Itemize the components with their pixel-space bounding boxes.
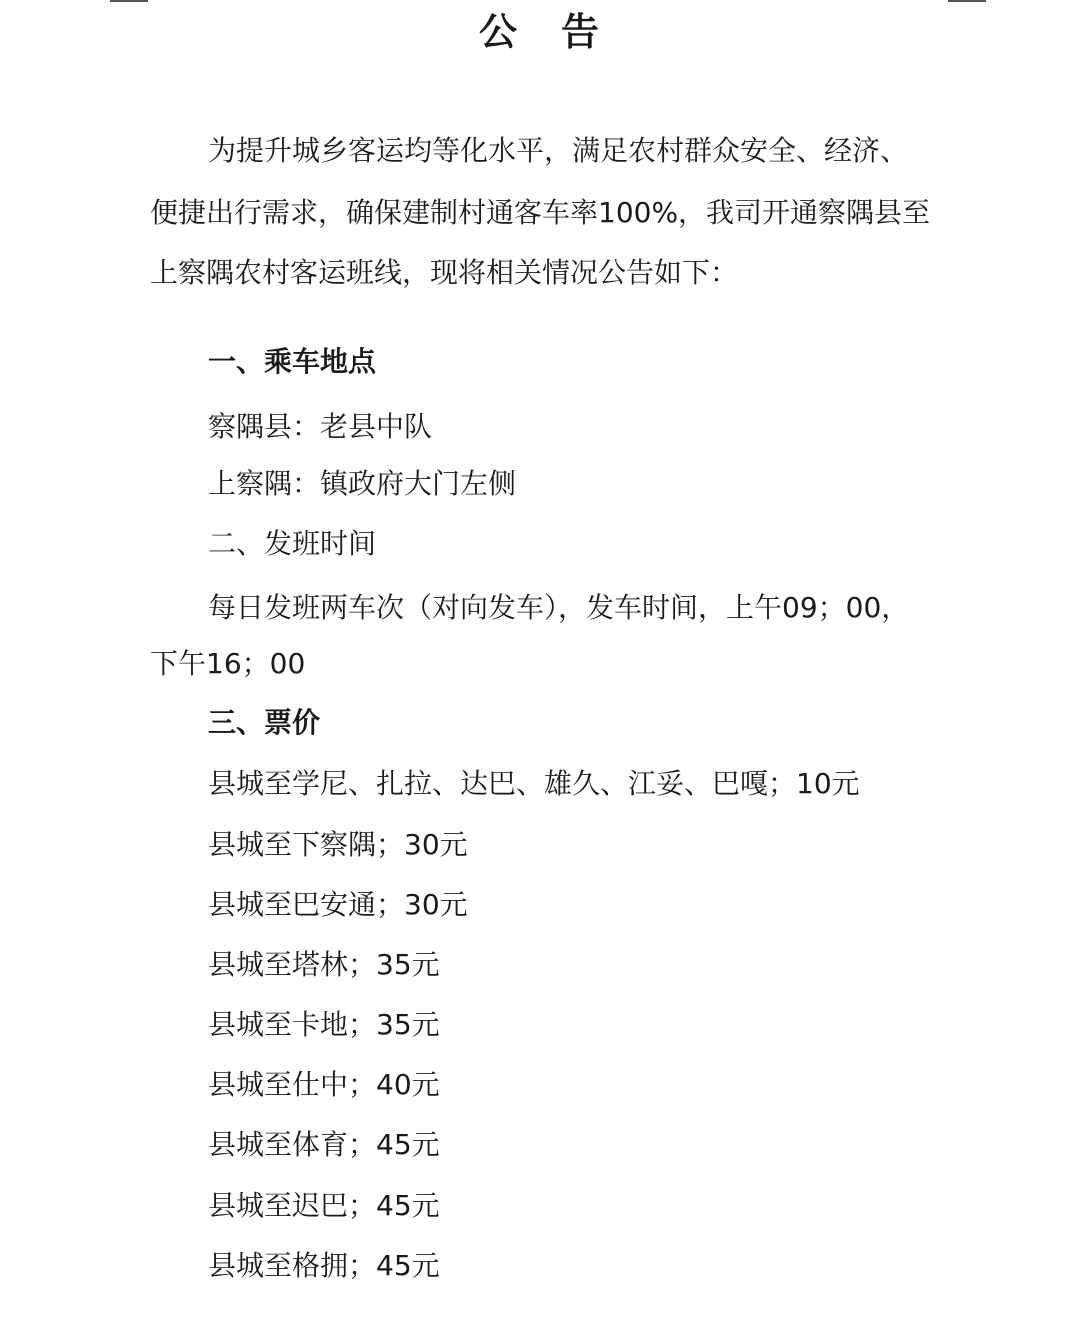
fare-item: 县城至迟巴；45元 — [208, 1189, 440, 1222]
departure-time-line-2: 下午16；00 — [150, 647, 306, 680]
intro-line-2: 便捷出行需求，确保建制村通客车率100%，我司开通察隅县至 — [150, 196, 931, 229]
fare-item: 县城至学尼、扎拉、达巴、雄久、江妥、巴嘎；10元 — [208, 767, 860, 800]
fare-item: 县城至下察隅；30元 — [208, 828, 468, 861]
intro-line-3: 上察隅农村客运班线，现将相关情况公告如下： — [150, 256, 739, 289]
page-corner-mark-left — [110, 0, 148, 2]
fare-item: 县城至塔林；35元 — [208, 948, 440, 981]
section-heading-boarding-location: 一、乘车地点 — [208, 345, 377, 378]
notice-title: 公告 — [478, 10, 643, 54]
fare-item: 县城至巴安通；30元 — [208, 888, 468, 921]
fare-item: 县城至体育；45元 — [208, 1128, 440, 1161]
fare-item: 县城至仕中；40元 — [208, 1068, 440, 1101]
intro-line-1: 为提升城乡客运均等化水平，满足农村群众安全、经济、 — [208, 134, 909, 167]
fare-item: 县城至卡地；35元 — [208, 1008, 440, 1041]
page-corner-mark-right — [948, 0, 986, 2]
section-heading-departure-time: 二、发班时间 — [208, 527, 377, 560]
boarding-location-item: 上察隅：镇政府大门左侧 — [208, 467, 517, 500]
boarding-location-item: 察隅县：老县中队 — [208, 410, 433, 443]
fare-item: 县城至格拥；45元 — [208, 1249, 440, 1282]
departure-time-line-1: 每日发班两车次（对向发车），发车时间，上午09；00， — [208, 591, 910, 624]
section-heading-fares: 三、票价 — [208, 706, 321, 739]
